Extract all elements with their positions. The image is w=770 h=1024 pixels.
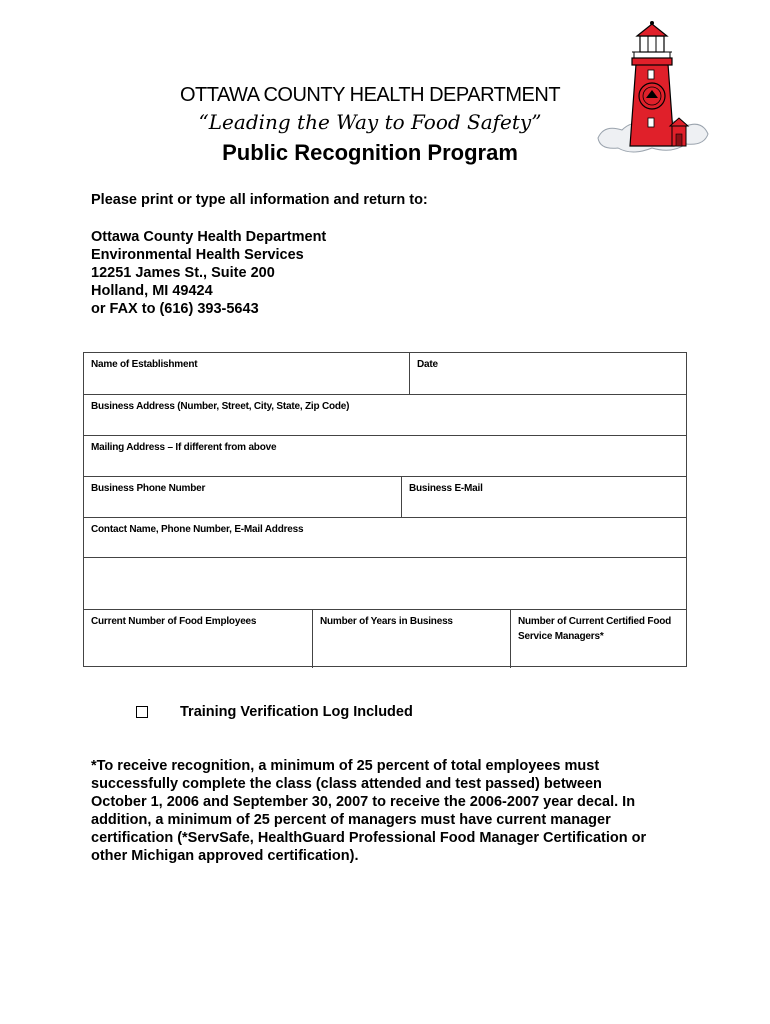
form-row xyxy=(84,610,686,668)
note-line: addition, a minimum of 25 percent of managers must have current manager xyxy=(91,812,611,828)
training-log-checkbox[interactable] xyxy=(136,706,148,718)
field-label-line: Service Managers* xyxy=(518,631,604,642)
recognition-requirements xyxy=(91,757,691,865)
instructions: Please print or type all information and return to: xyxy=(91,192,428,208)
form-row xyxy=(84,436,686,477)
note-line: successfully complete the class (class attended and test passed) between xyxy=(91,776,602,792)
field-label: Number of Years in Business xyxy=(320,616,453,627)
note-line: *To receive recognition, a minimum of 25 percent of total employees must xyxy=(91,758,600,774)
field-label: Business Address (Number, Street, City, State, Zip Code) xyxy=(91,401,350,412)
field-label: Business E-Mail xyxy=(409,483,483,494)
form-row xyxy=(84,395,686,436)
form-row xyxy=(84,353,686,395)
application-form xyxy=(83,352,687,667)
field-label: Current Number of Food Employees xyxy=(91,616,257,627)
program-title: Public Recognition Program xyxy=(222,140,518,165)
address-line: Holland, MI 49424 xyxy=(91,283,213,299)
contact-continued-field[interactable] xyxy=(84,558,686,610)
form-row xyxy=(84,477,686,518)
address-line: 12251 James St., Suite 200 xyxy=(91,265,275,281)
address-line: or FAX to (616) 393-5643 xyxy=(91,301,259,317)
note-line: other Michigan approved certification). xyxy=(91,848,359,864)
field-label: Date xyxy=(417,359,438,370)
contact-field[interactable] xyxy=(84,518,686,558)
note-line: certification (*ServSafe, HealthGuard Professional Food Manager Certification or xyxy=(91,830,647,846)
field-label xyxy=(518,614,671,644)
field-label: Business Phone Number xyxy=(91,483,206,494)
food-employees-field[interactable] xyxy=(84,610,312,668)
field-label: Mailing Address – If different from above xyxy=(91,442,277,453)
business-address-field[interactable] xyxy=(84,395,686,435)
establishment-name-field[interactable] xyxy=(84,353,409,394)
business-email-field[interactable] xyxy=(401,477,686,517)
mailing-address-field[interactable] xyxy=(84,436,686,476)
organization-title: OTTAWA COUNTY HEALTH DEPARTMENT xyxy=(179,84,561,106)
date-field[interactable] xyxy=(409,353,686,394)
field-label: Name of Establishment xyxy=(91,359,198,370)
training-log-label: Training Verification Log Included xyxy=(180,704,413,720)
form-row xyxy=(84,518,686,610)
address-line: Ottawa County Health Department xyxy=(91,229,327,245)
field-label-line: Number of Current Certified Food xyxy=(518,616,672,627)
years-in-business-field[interactable] xyxy=(312,610,510,668)
tagline: “Leading the Way to Food Safety” xyxy=(198,110,542,134)
certified-managers-field[interactable] xyxy=(510,610,686,668)
return-address xyxy=(91,228,326,318)
field-label: Contact Name, Phone Number, E-Mail Address xyxy=(91,524,304,535)
note-line: October 1, 2006 and September 30, 2007 to receive the 2006-2007 year decal. In xyxy=(91,794,636,810)
address-line: Environmental Health Services xyxy=(91,247,304,263)
business-phone-field[interactable] xyxy=(84,477,401,517)
